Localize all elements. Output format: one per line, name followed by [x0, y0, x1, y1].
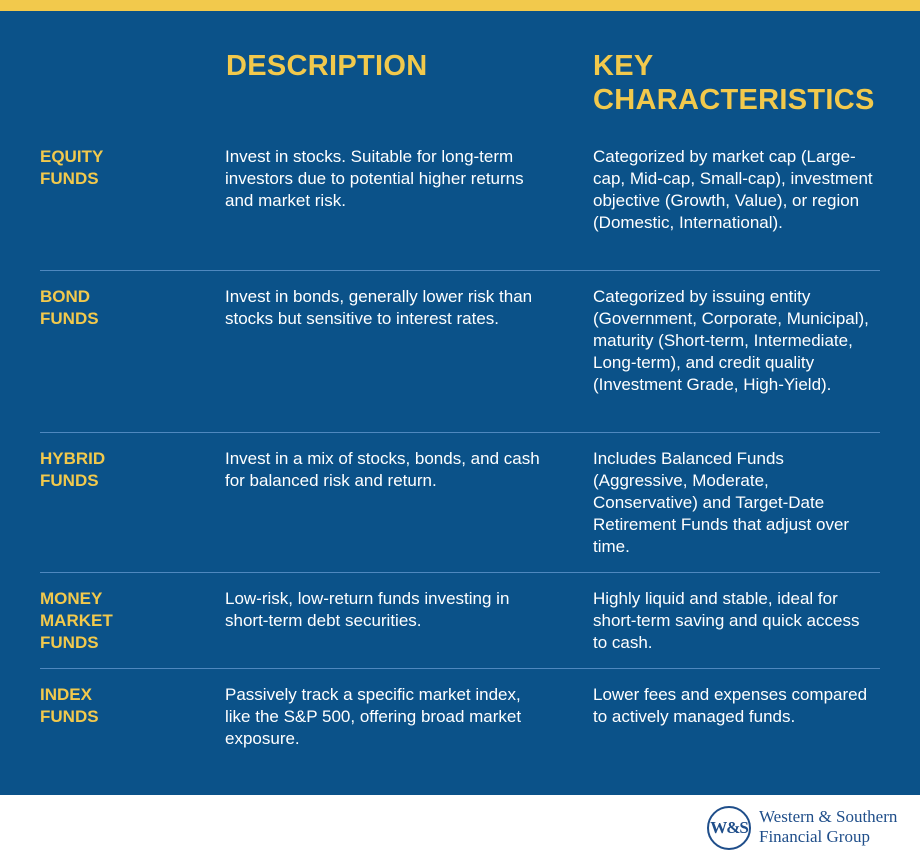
ws-monogram-icon: W&S: [707, 806, 751, 850]
row-description: Passively track a specific market index, like the S&P 500, offering broad market exposure.: [225, 685, 522, 748]
logo-line-1: Western & Southern: [759, 807, 898, 826]
western-southern-logo: [707, 806, 920, 850]
row-key-characteristics: Categorized by issuing entity (Government, Corporate, Municipal), maturity (Short-term, Intermediate, Long-term), and credit quality (Investment Grade, High-Yield).: [593, 287, 869, 394]
row-description: Invest in a mix of stocks, bonds, and cash for balanced risk and return.: [225, 449, 540, 490]
row-key-characteristics: Highly liquid and stable, ideal for short-term saving and quick access to cash.: [593, 589, 860, 652]
row-description: Invest in stocks. Suitable for long-term investors due to potential higher returns and market risk.: [225, 147, 524, 210]
row-key-characteristics: Lower fees and expenses compared to actively managed funds.: [593, 685, 868, 726]
row-divider: [40, 668, 880, 669]
fund-types-table: [0, 11, 920, 795]
row-label: EQUITY FUNDS: [40, 147, 104, 188]
logo-line-2: Financial Group: [759, 827, 870, 846]
row-key-characteristics: Includes Balanced Funds (Aggressive, Moderate, Conservative) and Target-Date Retirement Funds that adjust over time.: [593, 449, 850, 556]
row-divider: [40, 270, 880, 271]
row-divider: [40, 572, 880, 573]
row-key-characteristics: Categorized by market cap (Large-cap, Mid-cap, Small-cap), investment objective (Growth, Value), or region (Domestic, International).: [593, 147, 873, 232]
row-label: INDEX FUNDS: [40, 685, 99, 726]
logo-wordmark: [759, 807, 920, 847]
description-column-header: DESCRIPTION: [226, 50, 428, 82]
row-label: HYBRID FUNDS: [40, 449, 106, 490]
key-characteristics-column-header: KEY CHARACTERISTICS: [593, 50, 875, 116]
row-divider: [40, 432, 880, 433]
row-description: Low-risk, low-return funds investing in short-term debt securities.: [225, 589, 510, 630]
row-label: MONEY MARKET FUNDS: [40, 589, 113, 652]
row-label: BOND FUNDS: [40, 287, 99, 328]
row-description: Invest in bonds, generally lower risk than stocks but sensitive to interest rates.: [225, 287, 533, 328]
top-accent-stripe: [0, 0, 920, 11]
